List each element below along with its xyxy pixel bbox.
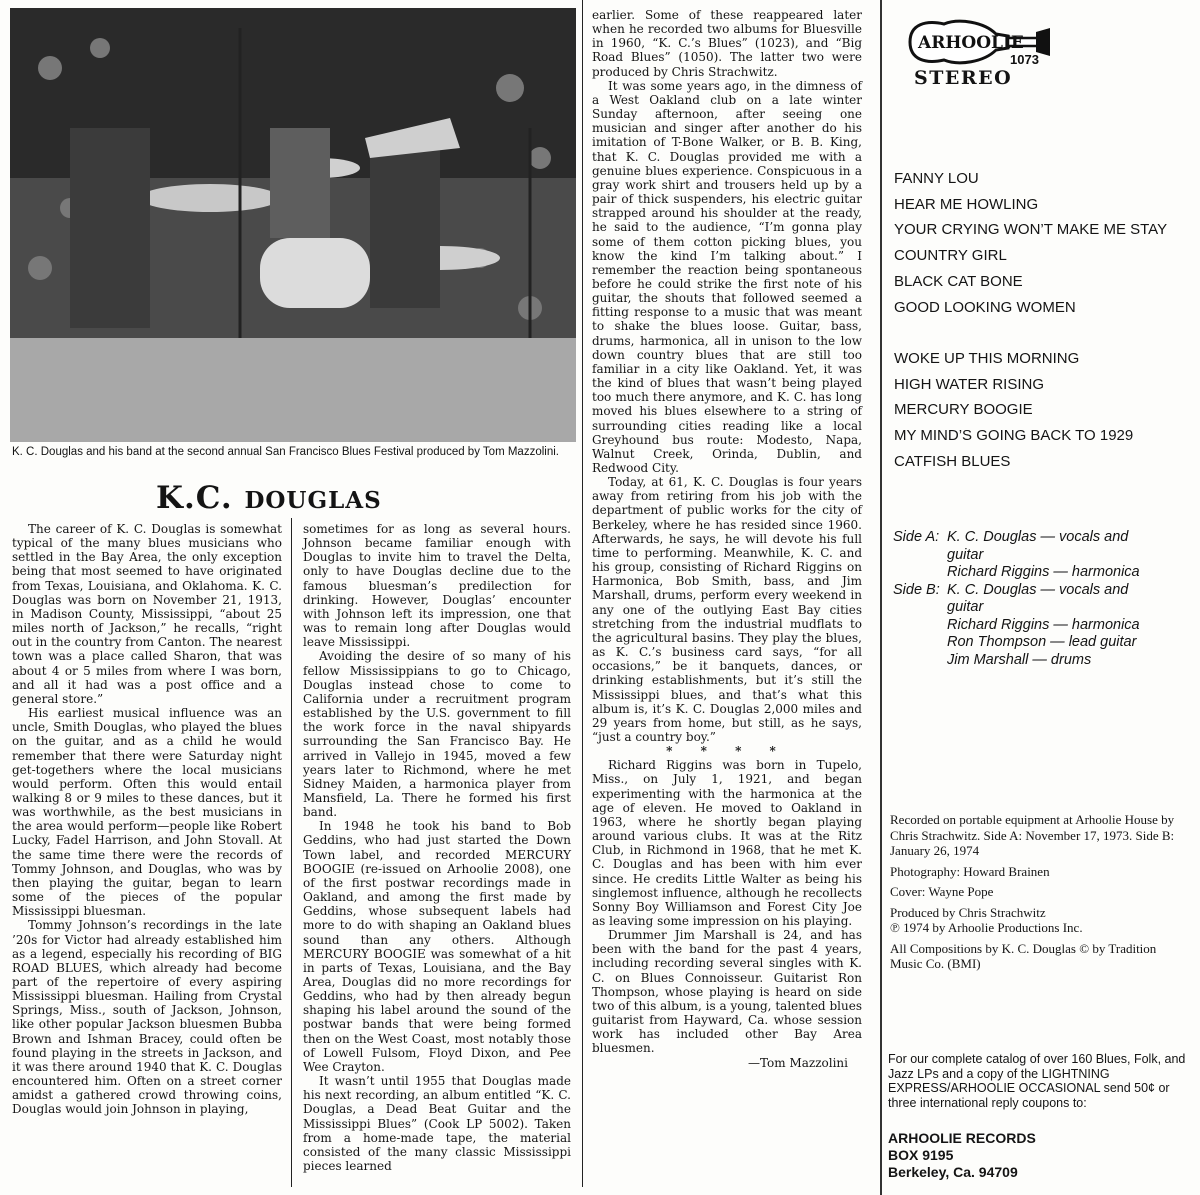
credit-line: Richard Riggins — harmonica	[947, 564, 1140, 580]
paragraph: It wasn’t until 1955 that Douglas made his next recording, an album entitled “K. C. Douglas, a Dead Beat Guitar and the Mississippi Blues” (Cook LP 5002). Taken from a home-made tape, the material consisted of the many classic Mississippi pieces learned	[303, 1074, 571, 1174]
author-signoff: —Tom Mazzolini	[747, 1055, 848, 1070]
paragraph: Avoiding the desire of so many of his fellow Mississippians to go to Chicago, Douglas instead chose to come to California under a recruitment program established by the U.S. government to fill the work force in the naval shipyards surrounding the San Francisco Bay. He arrived in Vallejo in 1945, moved a few years later to Richmond, where he met Sidney Maiden, a harmonica player from Mansfield, La. There he formed his first band.	[303, 649, 571, 820]
track-item: GOOD LOOKING WOMEN	[894, 298, 1076, 316]
catalog-number: 1073	[1010, 52, 1039, 67]
track-item: YOUR CRYING WON’T MAKE ME STAY	[894, 221, 1168, 239]
guitar-logo-icon	[904, 14, 1054, 70]
right-panel-divider	[880, 0, 882, 1195]
recording-note: Recorded on portable equipment at Arhoolie House by Chris Strachwitz. Side A: November 17, 1973. Side B: January 26, 1974	[890, 812, 1175, 858]
address-line: BOX 9195	[888, 1147, 954, 1163]
title-surname: DOUGLAS	[244, 487, 382, 514]
tracklist-side-a	[894, 166, 1167, 320]
track-item: COUNTRY GIRL	[894, 247, 1007, 265]
track-item: WOKE UP THIS MORNING	[894, 350, 1080, 367]
tracklist-side-b	[894, 346, 1133, 475]
column-divider	[582, 0, 583, 1187]
logo-text: ARHOOLIE	[918, 33, 1024, 53]
personnel-credits	[893, 529, 1140, 669]
side-a-label: Side A:	[893, 529, 940, 545]
paragraph: Today, at 61, K. C. Douglas is four years away from retiring from his job with the department of public works for the city of Berkeley, where he has resided since 1960. Afterwards, he says, he will devote his full time to performing. Meanwhile, K. C. and his group, consisting of Richard Riggins on Harmonica, Bob Smith, bass, and Jim Marshall, drums, perform every weekend in any one of the outlying East Bay cities stretching from the industrial mudflats to the agricultural basins. They play the blues, as K. C.’s business card says, “for all occasions,” be it banquets, dances, or drinking establishments, but it’s still the Mississippi blues, and that’s what this album is, it’s K. C. Douglas 2,000 miles and 29 years from home, but still, as he says, “just a country boy.”	[592, 475, 862, 744]
mailing-address	[888, 1130, 1036, 1181]
band-photo	[10, 8, 576, 442]
column-divider	[291, 518, 292, 1187]
article-column-2	[303, 522, 571, 1173]
track-item: CATFISH BLUES	[894, 452, 1011, 470]
side-b-label: Side B:	[893, 581, 940, 598]
title-initials: K.C.	[156, 480, 233, 516]
paragraph: earlier. Some of these reappeared later when he recorded two albums for Bluesville in 1960, “K. C.’s Blues” (1023), and “Big Road Blues” (1050). The latter two were produced by Chris Strachwitz.	[592, 8, 862, 79]
track-item: HEAR ME HOWLING	[894, 195, 1039, 213]
paragraph: It was some years ago, in the dimness of a West Oakland club on a late winter Sunday afternoon, after seeing one musician and singer after another do his imitation of T-Bone Walker, or B. B. King, that K. C. Douglas provided me with a genuine blues experience. Conspicuous in a gray work shirt and trousers held up by a pair of thick suspenders, his electric guitar strapped around his shoulder at the ready, he said to the audience, “I’m gonna play some of them cotton picking blues, you know the kind I’m talking about.” I remember the reaction being spontaneous before he could strike the first note of his guitar, the shouts that followed seemed a fitting response to a music that was meant to shake the blues loose. Guitar, bass, drums, harmonica, all in unison to the low down country blues that are still too familiar in a city like Oakland. Yet, it was the kind of blues that wasn’t being played too much there anymore, and K. C. has long moved his blues elsewhere to a string of surrounding cities reading like a local Greyhound bus route: Modesto, Napa, Walnut Creek, Orinda, Dublin, and Redwood City.	[592, 78, 862, 475]
credit-line: guitar	[947, 599, 984, 615]
paragraph: sometimes for as long as several hours. Johnson became familiar enough with Douglas to invite him to travel the Delta, only to have Douglas decline due to the famous bluesman’s predilection for drinking. However, Douglas’ encounter with Johnson left its impression, one that was to remain long after Douglas would leave Mississippi.	[303, 522, 571, 650]
credit-line: guitar	[947, 546, 984, 563]
article-title	[156, 480, 382, 516]
paragraph: The career of K. C. Douglas is somewhat typical of the many blues musicians who settled in the Bay Area, the only exception being that most seemed to have originated from Texas, Louisiana, and Oklahoma. K. C. Douglas was born on November 21, 1913, in Madison County, Mississippi, “about 25 miles north of Jackson,” he recalls, “right out in the country from Canton. The nearest town was a place called Sharon, that was about 4 or 5 miles from where I was born, and all it had was a post office and a general store.”	[12, 522, 282, 706]
band-photo-illustration	[10, 8, 576, 442]
photo-caption: K. C. Douglas and his band at the second annual San Francisco Blues Festival produced by Tom Mazzolini.	[12, 446, 559, 458]
stereo-label: STEREO	[914, 67, 1013, 89]
track-item: BLACK CAT BONE	[894, 272, 1023, 290]
production-info	[890, 812, 1186, 977]
credit-line: Richard Riggins — harmonica	[947, 616, 1140, 633]
copyright-note: ℗ 1974 by Arhoolie Productions Inc.	[890, 920, 1083, 935]
track-item: MERCURY BOOGIE	[894, 401, 1033, 419]
paragraph: In 1948 he took his band to Bob Geddins, who had just started the Down Town label, and recorded MERCURY BOOGIE (re-issued on Arhoolie 2008), one of the first postwar recordings made in Oakland, and among the first made by Geddins, whose subsequent labels had more to do with shaping an Oakland blues sound than any others. Although MERCURY BOOGIE was somewhat of a hit in parts of Texas, Louisiana, and the Bay Area, Douglas did no more recordings for Geddins, who had by then already begun shaping his label around the sound of the postwar bands that were being formed then on the West Coast, most notably those of Lowell Fulsom, Floyd Dixon, and Pee Wee Crayton.	[303, 819, 571, 1074]
track-item: HIGH WATER RISING	[894, 375, 1044, 393]
credit-line: K. C. Douglas — vocals and	[947, 581, 1129, 598]
paragraph: Drummer Jim Marshall is 24, and has been with the band for the past 4 years, including recording several singles with K. C. on Blues Connoisseur. Guitarist Ron Thompson, whose playing is heard on side two of this album, is a young, talented blues guitarist from Hayward, Ca. whose session work has included other Bay Area bluesmen.	[592, 928, 862, 1056]
credit-line: K. C. Douglas — vocals and	[947, 529, 1129, 545]
article-column-1	[12, 522, 282, 1117]
credit-line: Ron Thompson — lead guitar	[947, 634, 1137, 650]
producer-credit: Produced by Chris Strachwitz	[890, 904, 1046, 920]
credit-line: Jim Marshall — drums	[947, 651, 1092, 668]
photography-credit: Photography: Howard Brainen	[890, 863, 1050, 879]
section-separator: * * * *	[666, 744, 788, 759]
address-line: Berkeley, Ca. 94709	[888, 1164, 1018, 1180]
catalog-offer: For our complete catalog of over 160 Blues, Folk, and Jazz LPs and a copy of the LIGHTNING EXPRESS/ARHOOLIE OCCASIONAL send 50¢ or three international reply coupons to:	[888, 1052, 1186, 1110]
compositions-note: All Compositions by K. C. Douglas © by Tradition Music Co. (BMI)	[890, 940, 1157, 971]
track-item: MY MIND’S GOING BACK TO 1929	[894, 427, 1134, 445]
paragraph: His earliest musical influence was an uncle, Smith Douglas, who played the blues on the guitar, and as a child he would remember that there were Saturday night get-togethers where the local musicians would perform. Often this would entail walking 8 or 9 miles to these dances, but it was worthwhile, as the best musicians in the area would perform—people like Robert Lucky, Fadel Harrison, and John Stovall. At the same time there were the records of Tommy Johnson, and Douglas, who was by then playing the guitar, began to learn some of the pieces of the popular Mississippi bluesman.	[12, 706, 282, 919]
cover-credit: Cover: Wayne Pope	[890, 884, 994, 899]
address-line: ARHOOLIE RECORDS	[888, 1130, 1036, 1146]
track-item: FANNY LOU	[894, 170, 979, 187]
article-column-3	[592, 8, 862, 1070]
paragraph: Tommy Johnson’s recordings in the late ’20s for Victor had already established him as a legend, especially his recording of BIG ROAD BLUES, which already had become part of the repertoire of every aspiring Mississippi bluesman. Hailing from Crystal Springs, Miss., south of Jackson, Johnson, like other popular Jackson bluesmen Bubba Brown and Ishman Bracey, could often be found playing in the streets in Jackson, and it was there around 1940 that K. C. Douglas encountered him. Often on a street corner amidst a gathered crowd throwing coins, Douglas would join Johnson in playing,	[12, 918, 282, 1117]
paragraph: Richard Riggins was born in Tupelo, Miss., on July 1, 1921, and began experimenting with the harmonica at the age of eleven. He moved to Oakland in 1963, where he shortly began playing around various clubs. It was at the Ritz Club, in Richmond in 1968, that he met K. C. Douglas and has been with him ever since. He credits Little Walter as being his singlemost influence, although he recollects Sonny Boy Williamson and Forest City Joe as leaving some impression on his playing.	[592, 758, 862, 928]
